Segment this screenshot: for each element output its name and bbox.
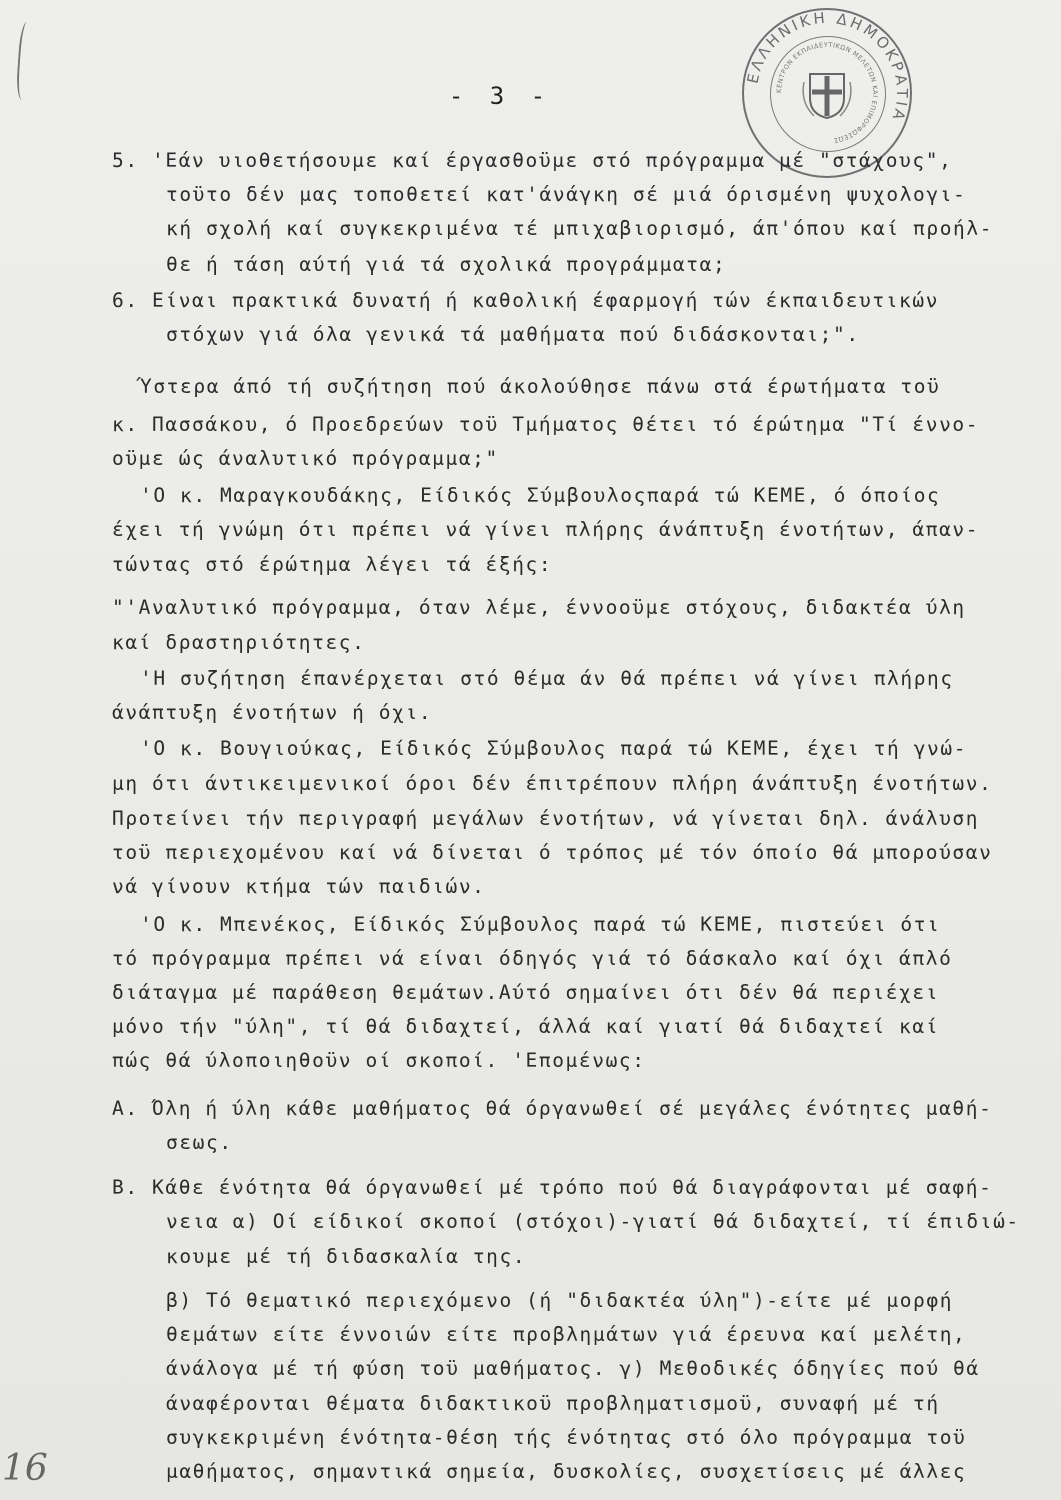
text-line: άναφέρονται θέματα διδακτικοϋ προβληματισμοϋ, συναφή μέ τή bbox=[166, 1392, 940, 1415]
text-line: συγκεκριμένη ένότητα-θέση τής ένότητας στό όλο πρόγραμμα τοϋ bbox=[166, 1426, 967, 1449]
text-line: 'Ο κ. Βουγιούκας, Είδικός Σύμβουλος παρά τώ ΚΕΜΕ, έχει τή γνώ- bbox=[140, 737, 968, 760]
text-line: 'Η συζήτηση έπανέρχεται στό θέμα άν θά πρέπει νά γίνει πλήρης bbox=[140, 667, 954, 690]
stamp-inner-text: ΚΕΝΤΡΟΝ ΕΚΠΑΙΔΕΥΤΙΚΩΝ ΜΕΛΕΤΩΝ ΚΑΙ ΕΠΙΜΟΡΦΩΣΕΩΣ bbox=[774, 40, 880, 145]
handwritten-page-note: 16 bbox=[2, 1448, 48, 1489]
text-line: νεια α) Οί είδικοί σκοποί (στόχοι)-γιατί θά διδαχτεί, τί έπιδιώ- bbox=[166, 1210, 1020, 1233]
text-line: 5. 'Εάν υιοθετήσουμε καί έργασθοϋμε στό πρόγραμμα μέ "στάχους", bbox=[112, 149, 953, 172]
text-line: Ύστερα άπό τή συζήτηση πού άκολούθησε πάνω στά έρωτήματα τοϋ bbox=[140, 375, 941, 398]
text-line: θε ή τάση αύτή γιά τά σχολικά προγράμματα; bbox=[166, 253, 727, 276]
text-line: τοϋ περιεχομένου καί νά δίνεται ό τρόπος μέ τόν όποίο θά μπορούσαν bbox=[112, 841, 993, 864]
text-line: πώς θά ύλοποιηθοϋν οί σκοποί. 'Επομένως: bbox=[112, 1049, 646, 1072]
text-line: διάταγμα μέ παράθεση θεμάτων.Αύτό σημαίνει ότι δέν θά περιέχει bbox=[112, 981, 940, 1004]
text-line: Α. Όλη ή ύλη κάθε μαθήματος θά όργανωθεί σέ μεγάλες ένότητες μαθή- bbox=[112, 1097, 993, 1120]
text-line: οϋμε ώς άναλυτικό πρόγραμμα;" bbox=[112, 447, 499, 470]
text-line: β) Τό θεματικό περιεχόμενο (ή "διδακτέα ύλη")-είτε μέ μορφή bbox=[166, 1289, 954, 1312]
text-line: θεμάτων είτε έννοιών είτε προβλημάτων γιά έρευνα καί μελέτη, bbox=[166, 1323, 967, 1346]
page-number: - 3 - bbox=[448, 82, 552, 110]
text-line: νά γίνουν κτήμα τών παιδιών. bbox=[112, 875, 486, 898]
text-line: 6. Είναι πρακτικά δυνατή ή καθολική έφαρμογή τών έκπαιδευτικών bbox=[112, 289, 940, 312]
stamp-outer-text: ΕΛΛΗΝΙΚΗ ΔΗΜΟΚΡΑΤΙΑ bbox=[743, 8, 912, 125]
text-line: έχει τή γνώμη ότι πρέπει νά γίνει πλήρης άνάπτυξη ένοτήτων, άπαν- bbox=[112, 518, 980, 541]
text-line: στόχων γιά όλα γενικά τά μαθήματα πού διδάσκονται;". bbox=[166, 323, 860, 346]
text-line: μόνο τήν "ύλη", τί θά διδαχτεί, άλλά καί γιατί θά διδαχτεί καί bbox=[112, 1015, 940, 1038]
text-line: καί δραστηριότητες. bbox=[112, 631, 366, 654]
text-line: κή σχολή καί συγκεκριμένα τέ μπιχαβιορισμό, άπ'όπου καί προήλ- bbox=[166, 217, 994, 240]
text-line: 'Ο κ. Μπενέκος, Είδικός Σύμβουλος παρά τώ ΚΕΜΕ, πιστεύει ότι bbox=[140, 913, 941, 936]
text-line: άνάλογα μέ τή φύση τοϋ μαθήματος. γ) Μεθοδικές όδηγίες πού θά bbox=[166, 1357, 980, 1380]
text-line: "'Αναλυτικό πρόγραμμα, όταν λέμε, έννοοϋμε στόχους, διδακτέα ύλη bbox=[112, 596, 966, 619]
text-line: τοϋτο δέν μας τοποθετεί κατ'άνάγκη σέ μιά όρισμένη ψυχολογι- bbox=[166, 183, 967, 206]
text-line: κ. Πασσάκου, ό Προεδρεύων τοϋ Τμήματος θέτει τό έρώτημα "Τί έννο- bbox=[112, 413, 980, 436]
text-line: τώντας στό έρώτημα λέγει τά έξής: bbox=[112, 553, 553, 576]
text-line: μη ότι άντικειμενικοί όροι δέν έπιτρέπουν πλήρη άνάπτυξη ένοτήτων. bbox=[112, 772, 993, 795]
text-line: τό πρόγραμμα πρέπει νά είναι όδηγός γιά τό δάσκαλο καί όχι άπλό bbox=[112, 947, 953, 970]
text-line: Προτείνει τήν περιγραφή μεγάλων ένοτήτων, νά γίνεται δηλ. άνάλυση bbox=[112, 807, 980, 830]
text-line: Β. Κάθε ένότητα θά όργανωθεί μέ τρόπο πού θά διαγράφονται μέ σαφή- bbox=[112, 1176, 993, 1199]
text-line: άνάπτυξη ένοτήτων ή όχι. bbox=[112, 701, 433, 724]
text-line: σεως. bbox=[166, 1131, 233, 1154]
text-line: κουμε μέ τή διδασκαλία της. bbox=[166, 1245, 527, 1268]
text-line: 'Ο κ. Μαραγκουδάκης, Είδικός Σύμβουλοςπαρά τώ ΚΕΜΕ, ό όποίος bbox=[140, 484, 941, 507]
text-line: μαθήματος, σημαντικά σημεία, δυσκολίες, συσχετίσεις μέ άλλες bbox=[166, 1460, 967, 1483]
